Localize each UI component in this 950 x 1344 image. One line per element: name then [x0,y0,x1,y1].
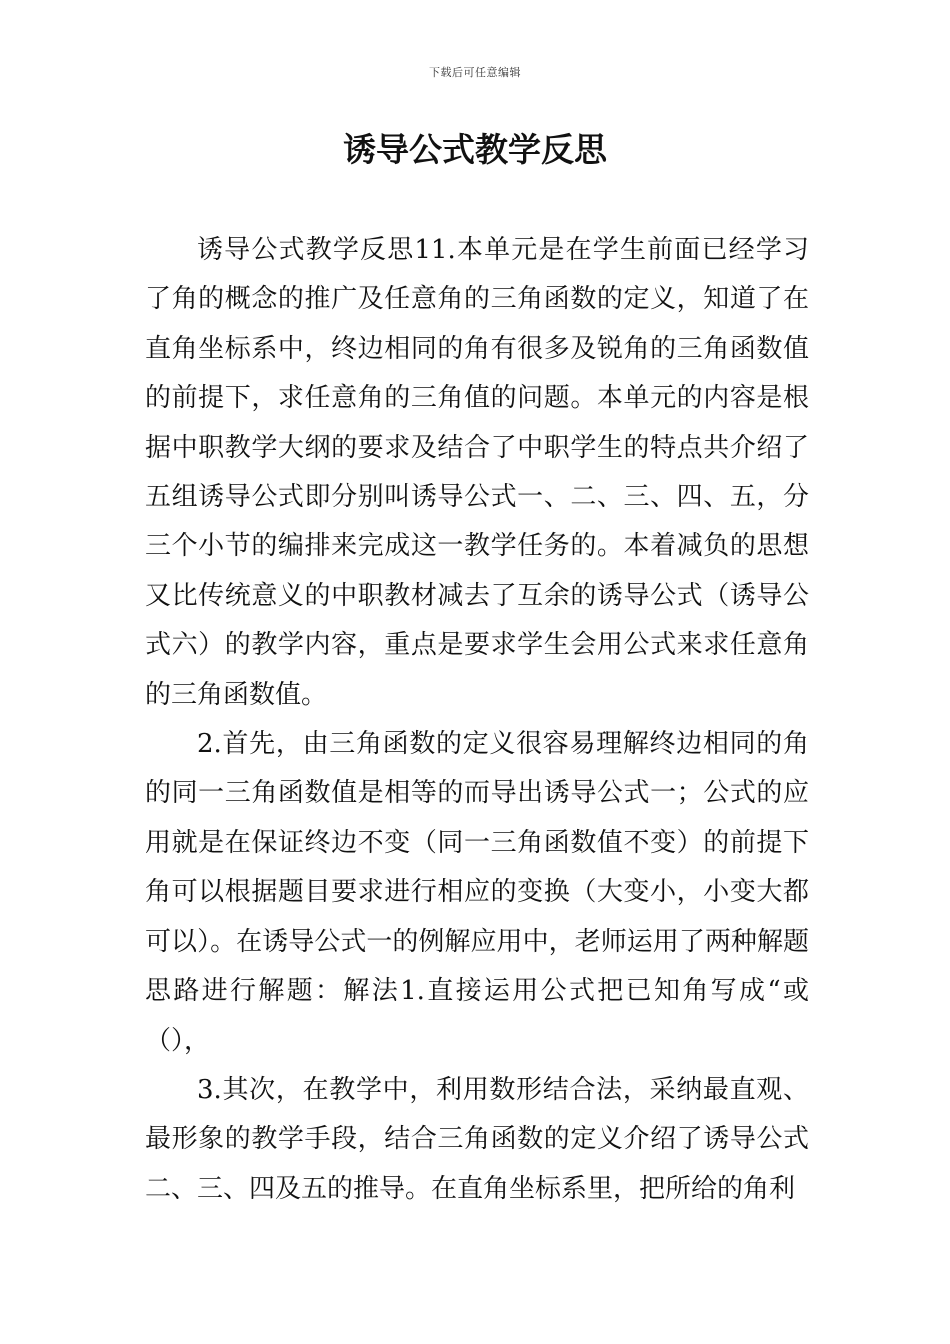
document-body [145,226,809,1214]
paragraph-2: 2.首先，由三角函数的定义很容易理解终边相同的角的同一三角函数值是相等的而导出诱导公式一；公式的应用就是在保证终边不变（同一三角函数值不变）的前提下角可以根据题目要求进行相应的变换（大变小，小变大都可以）。在诱导公式一的例解应用中，老师运用了两种解题思路进行解题：解法1.直接运用公式把已知角写成“或（）， [145,729,809,1056]
header-note: 下载后可任意编辑 [429,66,521,79]
paragraph-1: 诱导公式教学反思11.本单元是在学生前面已经学习了角的概念的推广及任意角的三角函数的定义，知道了在直角坐标系中，终边相同的角有很多及锐角的三角函数值的前提下，求任意角的三角值的问题。本单元的内容是根据中职教学大纲的要求及结合了中职学生的特点共介绍了五组诱导公式即分别叫诱导公式一、二、三、四、五，分三个小节的编排来完成这一教学任务的。本着减负的思想又比传统意义的中职教材减去了互余的诱导公式（诱导公式六）的教学内容，重点是要求学生会用公式来求任意角的三角函数值。 [145,235,809,710]
document-title: 诱导公式教学反思 [343,130,607,169]
paragraph-3: 3.其次，在教学中，利用数形结合法，采纳最直观、最形象的教学手段，结合三角函数的定义介绍了诱导公式二、三、四及五的推导。在直角坐标系里，把所给的角利 [145,1074,809,1204]
